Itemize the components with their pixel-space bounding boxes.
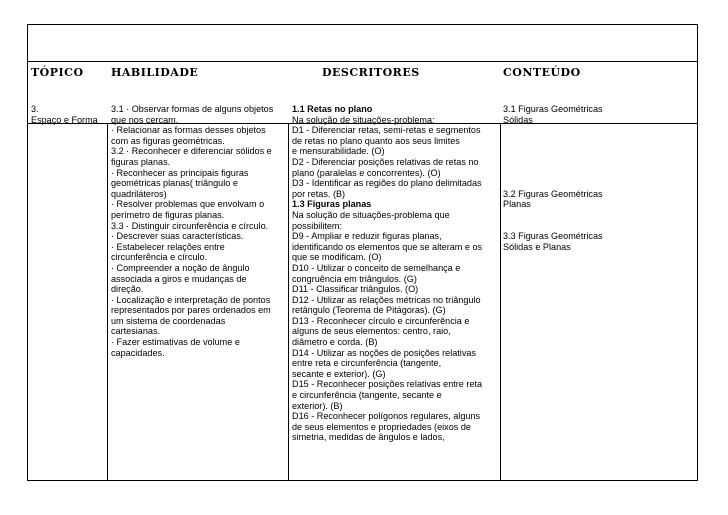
text-line: congruência em triângulos. (G) (292, 273, 417, 284)
text-line: D10 - Utilizar o conceito de semelhança e (292, 262, 461, 273)
text-line: D14 - Utilizar as noções de posições relativas (292, 347, 476, 358)
text-line: e circunferência (tangente, secante e (292, 390, 442, 401)
text-line: 3.3 Figuras Geométricas (503, 231, 603, 242)
text-line: de seus elementos e propriedades (eixos de (292, 421, 471, 432)
column-divider (288, 123, 289, 480)
text-line (503, 136, 603, 147)
text-line (503, 157, 603, 168)
text-line: D16 - Reconhecer polígonos regulares, alguns (292, 411, 481, 422)
text-line (503, 178, 603, 189)
text-line: Espaço e Forma (31, 114, 98, 125)
text-line: 3.2 · Reconhecer e diferenciar sólidos e (111, 146, 272, 157)
text-line: D9 - Ampliar e reduzir figuras planas, (292, 231, 442, 242)
text-line (503, 210, 603, 221)
text-line: que nos cercam. (111, 114, 179, 125)
text-line: simetria, medidas de ângulos e lados, (292, 432, 445, 443)
text-line: cartesianas. (111, 326, 161, 337)
column-divider (107, 123, 108, 480)
text-line: quadriláteros) (111, 188, 167, 199)
text-line: · Localização e interpretação de pontos (111, 294, 271, 305)
header-descritores: DESCRITORES (322, 66, 420, 79)
column-divider (500, 123, 501, 480)
text-line: que se modificam. (O) (292, 252, 382, 263)
text-line: representados por pares ordenados em (111, 305, 271, 316)
text-line: exterior). (B) (292, 400, 343, 411)
text-line: D1 - Diferenciar retas, semi-retas e segmentos (292, 125, 481, 136)
text-line (503, 221, 603, 232)
text-line: 3. (31, 104, 39, 114)
text-line: 3.3 · Distinguir circunferência e círculo. (111, 220, 269, 231)
header-habilidade: HABILIDADE (111, 66, 199, 79)
text-line: entre reta e circunferência (tangente, (292, 358, 442, 369)
text-line: de retas no plano quanto aos seus limites (292, 135, 460, 146)
text-line: · Compreender a noção de ângulo (111, 262, 250, 273)
text-line: D11 - Classificar triângulos. (O) (292, 284, 419, 295)
text-line: identificando os elementos que se alteram e os (292, 241, 483, 252)
table-divider (28, 61, 697, 62)
text-line: secante e exterior). (G) (292, 368, 386, 379)
text-line: diâmetro e corda. (B) (292, 337, 378, 348)
text-line (503, 146, 603, 157)
text-line: · Estabelecer relações entre (111, 241, 225, 252)
text-line: plano (paralelas e concorrentes). (O) (292, 167, 441, 178)
descritores-cell (292, 104, 482, 443)
text-line: Planas (503, 199, 531, 210)
text-line: 1.3 Figuras planas (292, 199, 372, 210)
text-line: geométricas planas( triângulo e (111, 178, 238, 189)
text-line: · Resolver problemas que envolvam o (111, 199, 265, 210)
text-line: associada a giros e mudanças de (111, 273, 247, 284)
text-line (503, 168, 603, 179)
text-line: · Fazer estimativas de volume e (111, 337, 240, 348)
text-line: Sólidas (503, 114, 533, 125)
text-line: Sólidas e Planas (503, 241, 571, 252)
text-line: 1.1 Retas no plano (292, 104, 373, 114)
text-line: · Reconhecer as principais figuras (111, 167, 249, 178)
text-line: figuras planas. (111, 156, 171, 167)
conteudo-cell (503, 104, 603, 252)
text-line: direção. (111, 284, 144, 295)
text-line: por retas. (B) (292, 188, 346, 199)
text-line (503, 125, 603, 136)
text-line: Na solução de situações-problema: (292, 114, 435, 125)
text-line: · Relacionar as formas desses objetos (111, 125, 266, 136)
text-line: D12 - Utilizar as relações métricas no triângulo (292, 294, 481, 305)
text-line: alguns de seus elementos: centro, raio, (292, 326, 451, 337)
text-line: circunferência e círculo. (111, 252, 208, 263)
text-line: perímetro de figuras planas. (111, 209, 225, 220)
text-line: capacidades. (111, 347, 165, 358)
text-line: Na solução de situações-problema que (292, 209, 450, 220)
topico-cell (31, 104, 98, 125)
header-topico: TÓPICO (31, 66, 84, 79)
header-conteudo: CONTEÚDO (503, 66, 581, 79)
text-line: e mensurabilidade. (O) (292, 146, 385, 157)
text-line: D2 - Diferenciar posições relativas de retas no (292, 156, 479, 167)
text-line: com as figuras geométricas. (111, 135, 225, 146)
text-line: um sistema de coordenadas (111, 315, 226, 326)
text-line: possibilitem: (292, 220, 343, 231)
text-line: 3.2 Figuras Geométricas (503, 188, 603, 199)
text-line: D15 - Reconhecer posições relativas entre reta (292, 379, 483, 390)
text-line: · Descrever suas características. (111, 231, 244, 242)
text-line: retângulo (Teorema de Pitágoras). (G) (292, 305, 446, 316)
text-line: 3.1 · Observar formas de alguns objetos (111, 104, 274, 114)
habilidade-cell (111, 104, 273, 358)
text-line: D3 - Identificar as regiões do plano delimitadas (292, 178, 482, 189)
text-line: 3.1 Figuras Geométricas (503, 104, 603, 114)
text-line: D13 - Reconhecer círculo e circunferência e (292, 315, 470, 326)
